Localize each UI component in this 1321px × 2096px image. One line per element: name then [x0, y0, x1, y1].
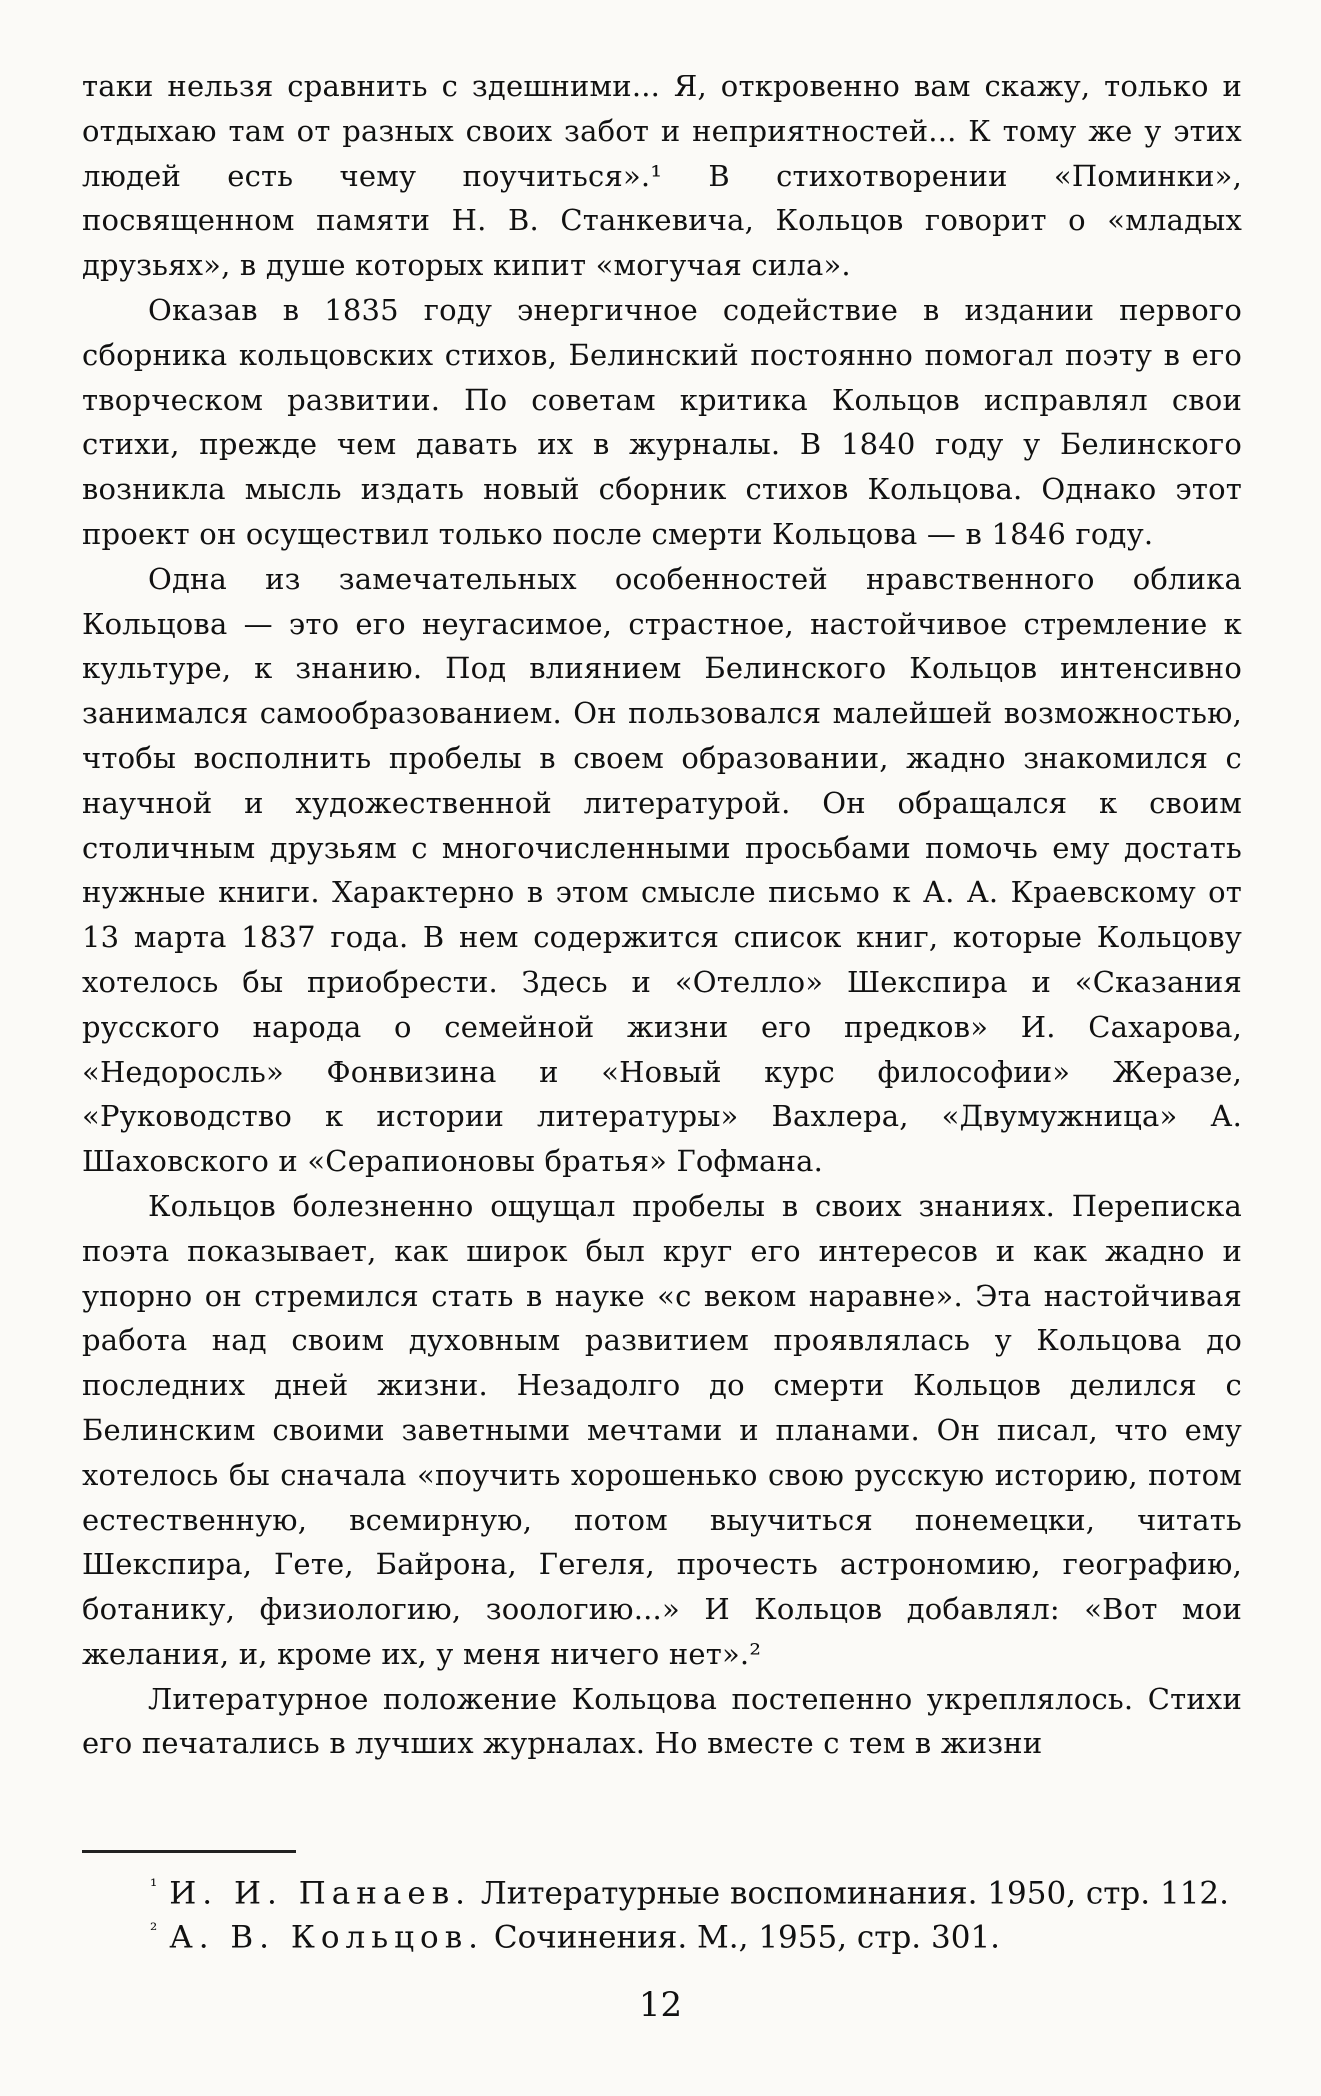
footnote-text: Литературные воспоминания. 1950, стр. 112.: [480, 1875, 1229, 1912]
footnotes: [150, 1868, 1250, 1957]
footnote-divider: [82, 1850, 296, 1853]
page-body: [82, 64, 1242, 1766]
page-number: 12: [638, 1985, 683, 2025]
paragraph-1: таки нельзя сравнить с здешними... Я, откровенно вам скажу, только и отдыхаю там от разных своих забот и неприятностей... К тому же у этих людей есть чему поучиться».¹ В стихотворении «Поминки», посвященном памяти Н. В. Станкевича, Кольцов говорит о «младых друзьях», в душе которых кипит «могучая сила».: [82, 69, 1242, 283]
paragraph-5: Литературное положение Кольцова постепенно укреплялось. Стихи его печатались в лучших журналах. Но вместе с тем в жизни: [82, 1681, 1242, 1761]
paragraph-2: Оказав в 1835 году энергичное содействие в издании первого сборника кольцовских стихов, Белинский постоянно помогал поэту в его творческом развитии. По советам критика Кольцов исправлял свои стихи, прежде чем давать их в журналы. В 1840 году у Белинского возникла мысль издать новый сборник стихов Кольцова. Однако этот проект он осуществил только после смерти Кольцова — в 1846 году.: [82, 292, 1242, 551]
paragraph-4: Кольцов болезненно ощущал пробелы в своих знаниях. Переписка поэта показывает, как широк был круг его интересов и как жадно и упорно он стремился стать в науке «с веком наравне». Эта настойчивая работа над своим духовным развитием проявлялась у Кольцова до последних дней жизни. Незадолго до смерти Кольцов делился с Белинским своими заветными мечтами и планами. Он писал, что ему хотелось бы сначала «поучить хорошенько свою русскую историю, потом естественную, всемирную, потом выучиться понемецки, читать Шекспира, Гете, Байрона, Гегеля, прочесть астрономию, географию, ботанику, физиологию, зоологию...» И Кольцов добавлял: «Вот мои желания, и, кроме их, у меня ничего нет».²: [82, 1188, 1242, 1671]
paragraph-3: Одна из замечательных особенностей нравственного облика Кольцова — это его неугасимое, страстное, настойчивое стремление к культуре, к знанию. Под влиянием Белинского Кольцов интенсивно занимался самообразованием. Он пользовался малейшей возможностью, чтобы восполнить пробелы в своем образовании, жадно знакомился с научной и художественной литературой. Он обращался к своим столичным друзьям с многочисленными просьбами помочь ему достать нужные книги. Характерно в этом смысле письмо к А. А. Краевскому от 13 марта 1837 года. В нем содержится список книг, которые Кольцову хотелось бы приобрести. Здесь и «Отелло» Шекспира и «Сказания русского народа о семейной жизни его предков» И. Сахарова, «Недоросль» Фонвизина и «Новый курс философии» Жеразе, «Руководство к истории литературы» Вахлера, «Двумужница» А. Шаховского и «Серапионовы братья» Гофмана.: [82, 561, 1242, 1179]
footnote-mark: ¹: [150, 1876, 158, 1897]
footnote-2: [150, 1912, 1250, 1956]
footnote-author: А. В. Кольцов.: [169, 1919, 485, 1956]
footnote-text: Сочинения. М., 1955, стр. 301.: [493, 1919, 1001, 1956]
footnote-author: И. И. Панаев.: [169, 1875, 472, 1912]
footnote-1: [150, 1868, 1250, 1912]
footnote-mark: ²: [150, 1920, 158, 1942]
